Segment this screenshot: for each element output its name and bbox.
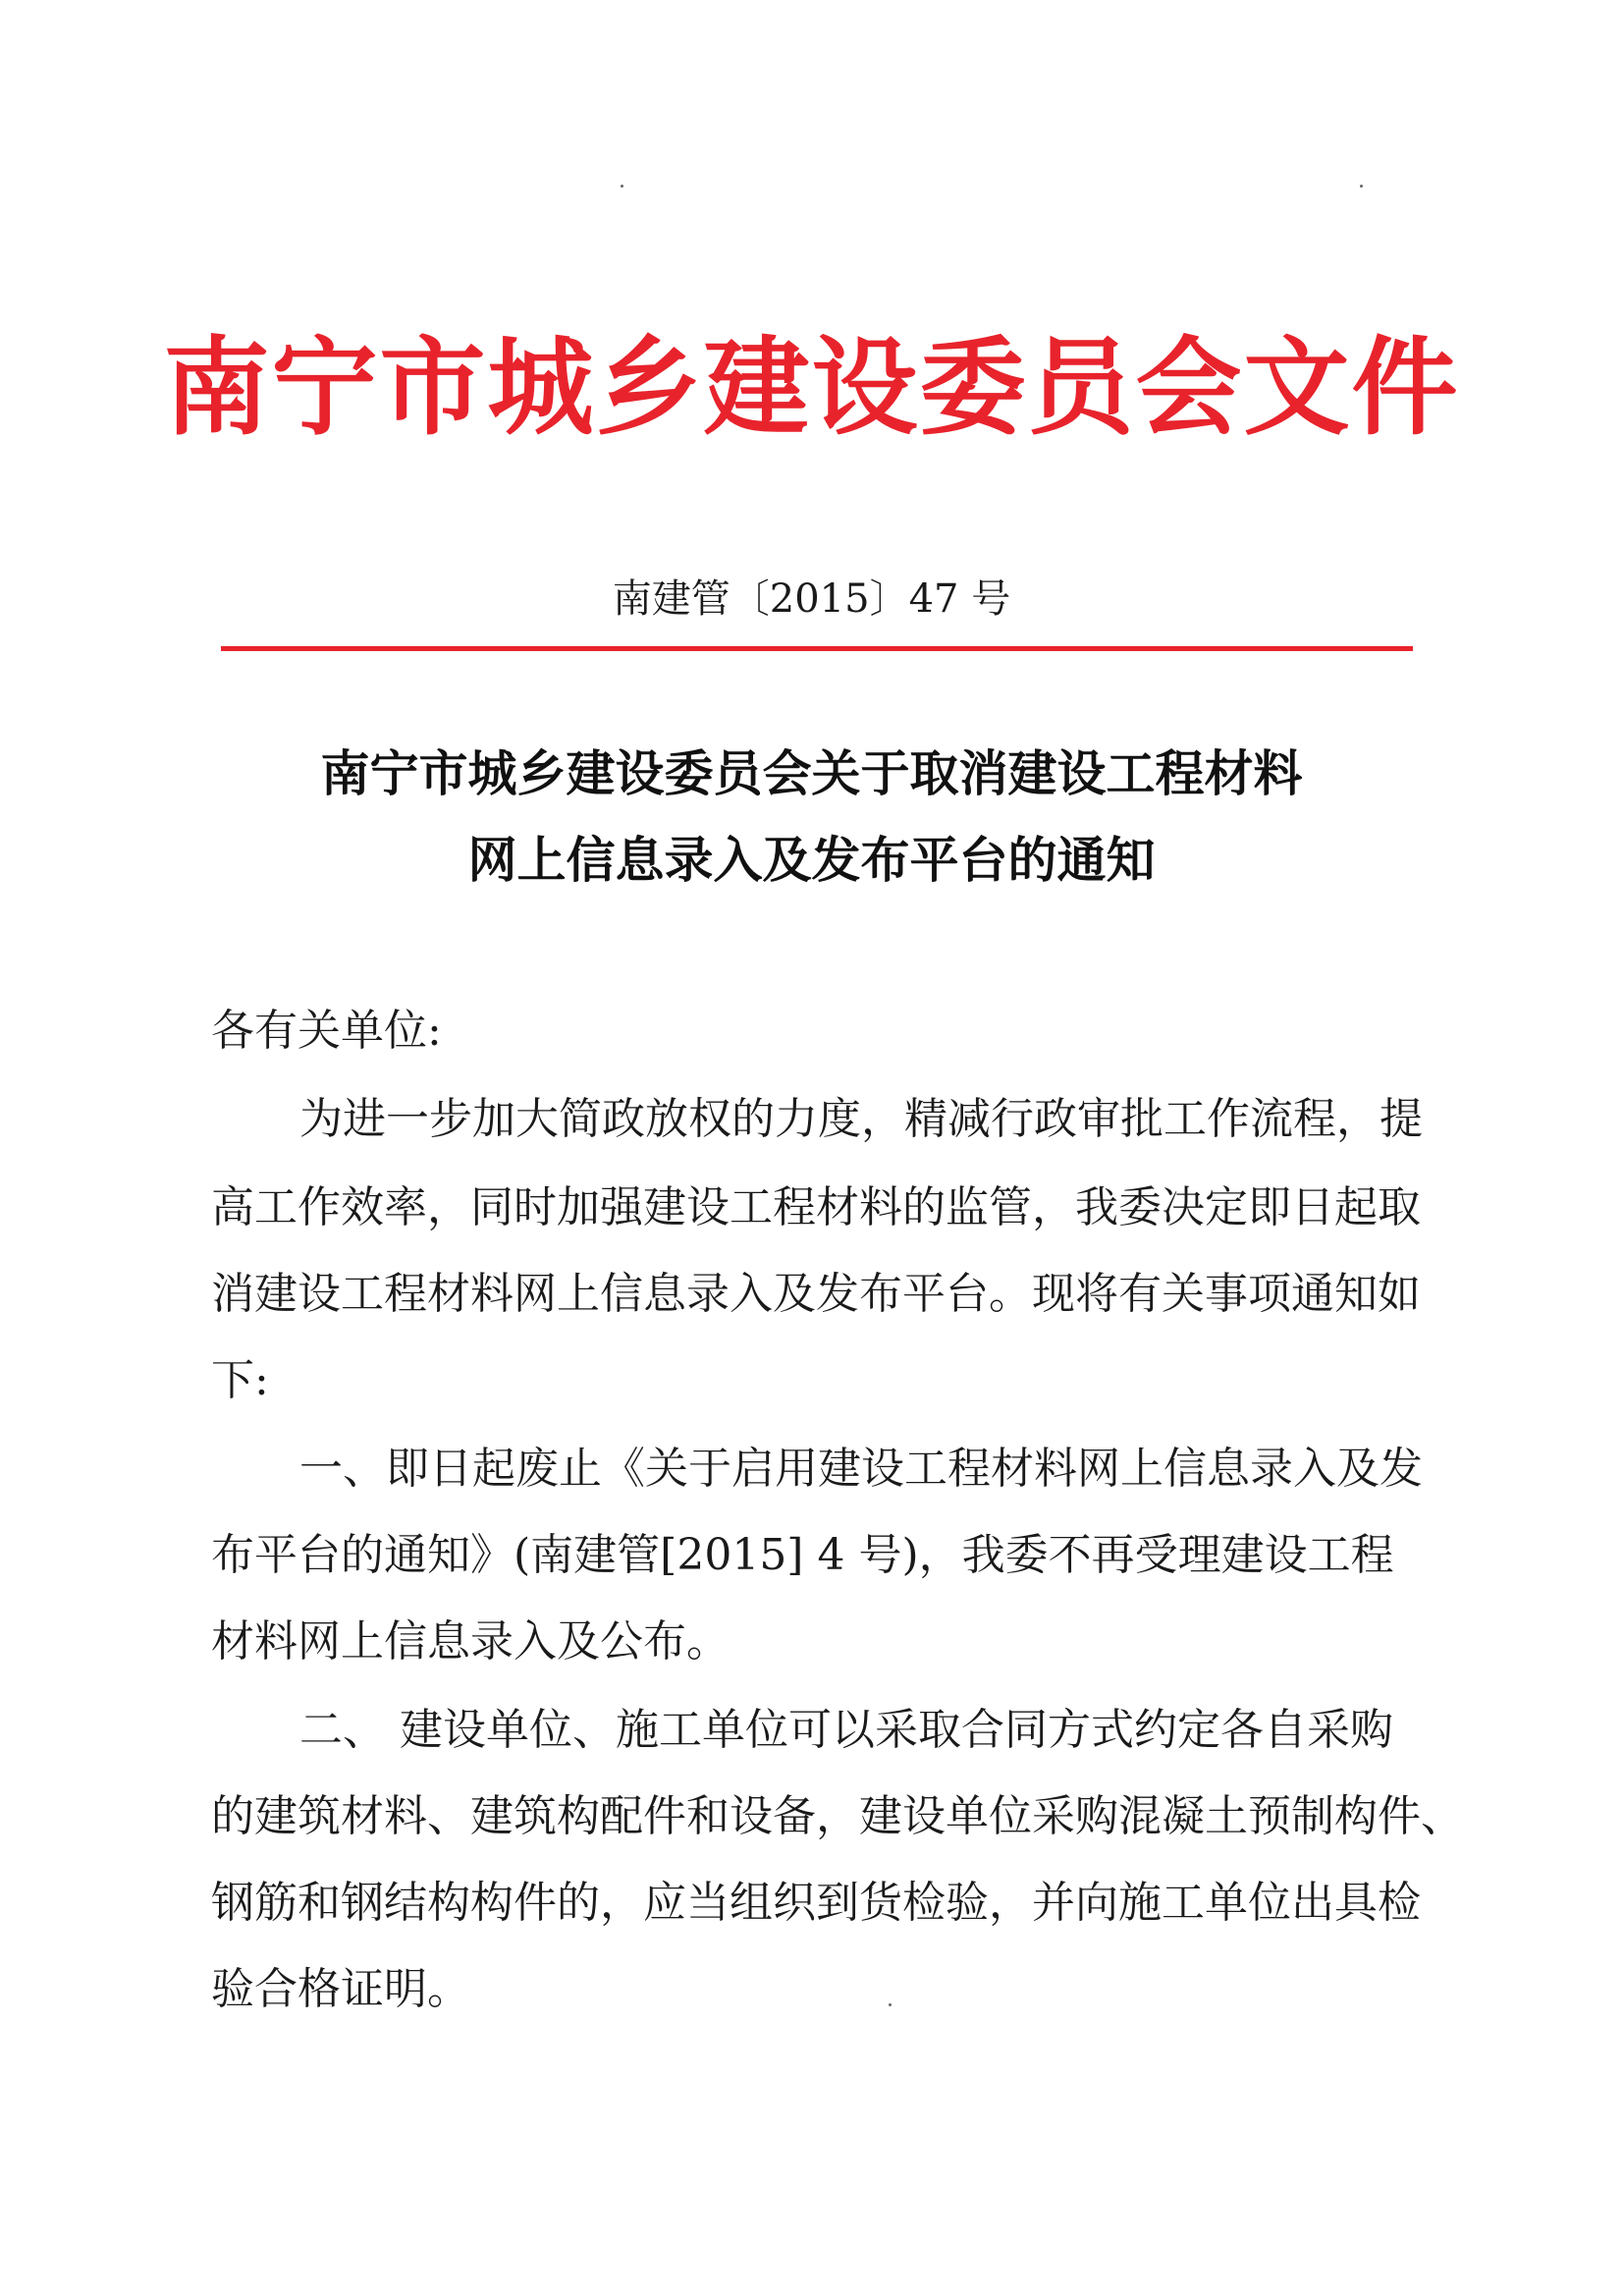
paragraph-1-line: 高工作效率，同时加强建设工程材料的监管，我委决定即日起取 — [211, 1182, 1421, 1232]
paragraph-3-line: 的建筑材料、建筑构配件和设备，建设单位采购混凝土预制构件、 — [211, 1791, 1464, 1841]
paragraph-3-line: 二、 建设单位、施工单位可以采取合同方式约定各自采购 — [299, 1705, 1393, 1755]
scan-speck — [621, 185, 623, 188]
red-divider-line — [221, 646, 1413, 651]
paragraph-2-line: 一、即日起废止《关于启用建设工程材料网上信息录入及发 — [299, 1444, 1423, 1494]
paragraph-1-line: 为进一步加大简政放权的力度，精减行政审批工作流程，提 — [299, 1094, 1423, 1144]
paragraph-3-line: 钢筋和钢结构构件的，应当组织到货检验，并向施工单位出具检 — [211, 1878, 1421, 1928]
paragraph-3-line: 验合格证明。 — [211, 1964, 470, 2014]
document-title-line-1: 南宁市城乡建设委员会关于取消建设工程材料 — [320, 745, 1303, 802]
document-number: 南建管〔2015〕47 号 — [612, 576, 1011, 622]
scan-speck — [1360, 185, 1363, 188]
paragraph-1-line: 消建设工程材料网上信息录入及发布平台。现将有关事项通知如 — [211, 1269, 1421, 1319]
paragraph-2-line: 材料网上信息录入及公布。 — [211, 1616, 730, 1667]
paragraph-1-line: 下: — [211, 1355, 269, 1405]
paragraph-2-line: 布平台的通知》(南建管[2015] 4 号)，我委不再受理建设工程 — [211, 1530, 1394, 1580]
document-title-line-2: 网上信息录入及发布平台的通知 — [467, 832, 1156, 889]
document-masthead: 南宁市城乡建设委员会文件 — [163, 326, 1460, 450]
salutation: 各有关单位: — [211, 1006, 442, 1056]
